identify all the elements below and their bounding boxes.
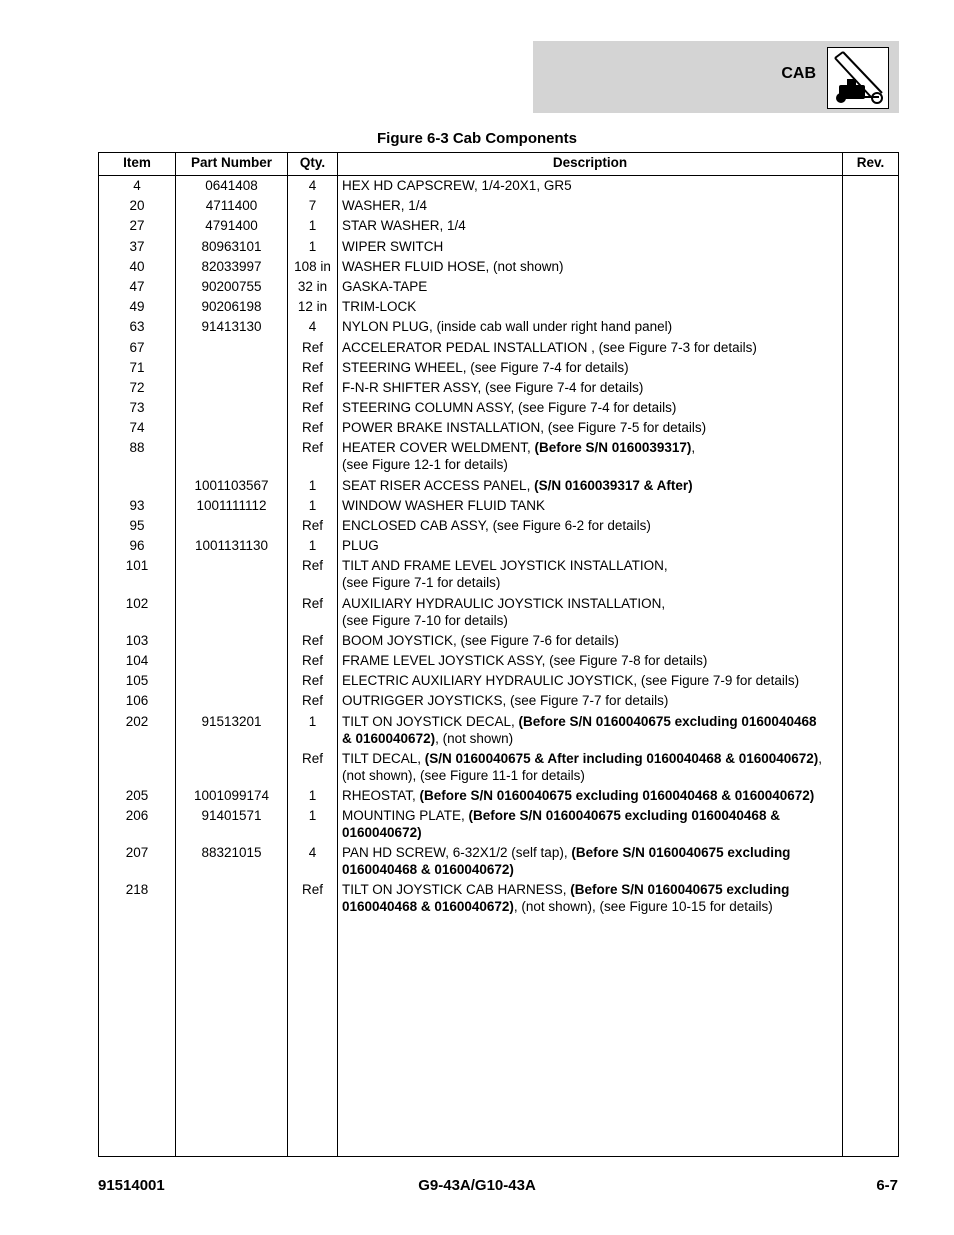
item-number: 67 <box>129 339 145 355</box>
description <box>342 652 842 669</box>
quantity: 4 <box>308 845 317 861</box>
quantity: Ref <box>301 558 323 574</box>
description-text: BOOM JOYSTICK, (see Figure 7-6 for details) <box>342 632 619 648</box>
item-number: 202 <box>125 713 149 729</box>
column-header-item: Item <box>123 155 151 170</box>
column-header-qty: Qty. <box>299 155 326 170</box>
quantity: Ref <box>301 652 323 668</box>
quantity: Ref <box>301 595 323 611</box>
description-text: HEX HD CAPSCREW, 1/4-20X1, GR5 <box>342 178 572 193</box>
description-text: (not shown), (see Figure 11-1 for details) <box>342 767 585 783</box>
description-text: GASKA-TAPE <box>342 278 428 294</box>
description-serial-range: (Before S/N 0160040675 excluding 0160040468 & 0160040672) <box>419 787 815 803</box>
quantity: Ref <box>301 632 323 648</box>
quantity: Ref <box>301 518 323 533</box>
table-row <box>99 358 898 378</box>
description <box>342 477 842 494</box>
description <box>342 439 842 473</box>
item-number: 63 <box>129 319 145 335</box>
table-row <box>99 317 898 337</box>
parts-table <box>98 152 899 1157</box>
quantity: 4 <box>308 319 317 335</box>
description-text: NYLON PLUG, (inside cab wall under right hand panel) <box>342 319 673 335</box>
description <box>342 787 842 804</box>
table-row <box>99 671 898 691</box>
item-number: 101 <box>125 558 149 574</box>
quantity: Ref <box>301 379 323 395</box>
table-row <box>99 712 898 749</box>
description <box>342 359 842 376</box>
table-row <box>99 438 898 475</box>
item-number: 49 <box>129 299 145 315</box>
table-row <box>99 806 898 843</box>
item-number: 47 <box>129 278 145 294</box>
description-text: SEAT RISER ACCESS PANEL, <box>342 477 535 493</box>
quantity: 1 <box>308 218 317 234</box>
quantity: 108 in <box>294 258 331 274</box>
description <box>342 278 842 295</box>
part-number: 1001103567 <box>194 477 269 493</box>
quantity: 1 <box>308 477 317 493</box>
item-number: 96 <box>129 538 145 554</box>
description-text: TILT AND FRAME LEVEL JOYSTICK INSTALLATION, <box>342 558 668 574</box>
description-text: HEATER COVER WELDMENT, <box>342 440 535 456</box>
quantity: 4 <box>308 178 317 193</box>
part-number: 91413130 <box>201 319 262 335</box>
quantity: Ref <box>301 440 323 456</box>
table-row <box>99 556 898 593</box>
table-row <box>99 216 898 236</box>
description-serial-range: 0160040468 & 0160040672) <box>342 862 514 878</box>
item-number: 93 <box>129 497 145 513</box>
part-number: 4791400 <box>205 218 258 234</box>
quantity: 1 <box>308 808 317 824</box>
quantity: 1 <box>308 713 317 729</box>
description-text: WASHER, 1/4 <box>342 198 428 214</box>
description-text: TILT DECAL, <box>342 750 425 766</box>
description-serial-range: (Before S/N 0160040675 excluding <box>570 882 790 898</box>
quantity: Ref <box>301 750 323 766</box>
item-number: 20 <box>129 198 145 214</box>
description-text: ENCLOSED CAB ASSY, (see Figure 6-2 for details) <box>342 518 651 533</box>
description-text: F-N-R SHIFTER ASSY, (see Figure 7-4 for details) <box>342 379 644 395</box>
item-number: 206 <box>125 808 149 824</box>
description-serial-range: & 0160040672) <box>342 730 436 746</box>
item-number: 104 <box>125 652 149 668</box>
description-text: ELECTRIC AUXILIARY HYDRAULIC JOYSTICK, (see Figure 7-9 for details) <box>342 673 800 689</box>
description-text: (see Figure 12-1 for details) <box>342 457 508 473</box>
quantity: 1 <box>308 538 317 554</box>
description <box>342 672 842 689</box>
item-number: 71 <box>129 359 145 375</box>
description-text: OUTRIGGER JOYSTICKS, (see Figure 7-7 for details) <box>342 693 669 709</box>
table-row <box>99 297 898 317</box>
description <box>342 632 842 649</box>
item-number: 73 <box>129 400 145 416</box>
aerial-lift-truck-icon <box>827 47 889 109</box>
quantity: 1 <box>308 787 317 803</box>
quantity: Ref <box>301 420 323 436</box>
description <box>342 238 842 255</box>
table-row <box>99 843 898 880</box>
description-serial-range: (S/N 0160040675 & After including 0160040468 & 0160040672) <box>424 750 819 766</box>
description-serial-range: (Before S/N 0160040675 excluding 0160040468 <box>518 713 817 729</box>
description-text: AUXILIARY HYDRAULIC JOYSTICK INSTALLATION, <box>342 595 666 611</box>
item-number: 105 <box>125 673 149 689</box>
table-row <box>99 749 898 786</box>
table-row <box>99 398 898 418</box>
description <box>342 881 842 915</box>
description <box>342 595 842 629</box>
item-number: 40 <box>129 258 145 274</box>
description-text: FRAME LEVEL JOYSTICK ASSY, (see Figure 7-8 for details) <box>342 652 708 668</box>
quantity: 32 in <box>297 278 328 294</box>
part-number: 90206198 <box>201 299 262 315</box>
table-row <box>99 516 898 536</box>
table-row <box>99 476 898 496</box>
table-body <box>99 176 898 918</box>
section-title: CAB <box>781 65 816 82</box>
part-number: 91401571 <box>201 808 262 824</box>
description-serial-range: 0160040672) <box>342 825 422 841</box>
table-row <box>99 651 898 671</box>
description <box>342 318 842 335</box>
table-row <box>99 594 898 631</box>
column-header-part-number: Part Number <box>190 155 273 170</box>
table-row <box>99 786 898 806</box>
description-serial-range: (Before S/N 0160040675 excluding <box>571 845 791 861</box>
description-text: , (not shown), (see Figure 10-15 for details) <box>513 899 773 915</box>
table-row <box>99 176 898 196</box>
column-header-description: Description <box>552 155 628 170</box>
description-text: POWER BRAKE INSTALLATION, (see Figure 7-5 for details) <box>342 420 707 436</box>
quantity: 1 <box>308 497 317 513</box>
part-number: 1001099174 <box>193 787 270 803</box>
description <box>342 692 842 709</box>
description <box>342 517 842 534</box>
item-number: 106 <box>125 693 149 709</box>
description-text: (see Figure 7-10 for details) <box>342 612 508 628</box>
table-row <box>99 277 898 297</box>
table-row <box>99 691 898 711</box>
description-text: TILT ON JOYSTICK CAB HARNESS, <box>342 882 571 898</box>
quantity: Ref <box>301 359 323 375</box>
doc-number: 91514001 <box>98 1177 165 1194</box>
description-text: WIPER SWITCH <box>342 238 444 254</box>
part-number: 90200755 <box>201 278 262 294</box>
table-row <box>99 536 898 556</box>
part-number: 1001131130 <box>194 538 269 554</box>
description <box>342 379 842 396</box>
description <box>342 537 842 554</box>
description-text: RHEOSTAT, <box>342 787 420 803</box>
description-serial-range: (Before S/N 0160040675 excluding 0160040468 & <box>468 808 780 824</box>
item-number: 37 <box>129 238 145 254</box>
item-number: 4 <box>133 178 141 193</box>
part-number: 88321015 <box>201 845 262 861</box>
description <box>342 217 842 234</box>
quantity: Ref <box>301 339 323 355</box>
description-text: STEERING WHEEL, (see Figure 7-4 for details) <box>342 359 629 375</box>
model-number: G9-43A/G10-43A <box>418 1177 536 1194</box>
table-row <box>99 196 898 216</box>
description <box>342 339 842 356</box>
quantity: 7 <box>308 198 317 214</box>
item-number: 88 <box>129 440 145 456</box>
quantity: Ref <box>301 673 323 689</box>
section-header <box>533 41 899 113</box>
description-text: TRIM-LOCK <box>342 299 417 315</box>
description-text: TILT ON JOYSTICK DECAL, <box>342 713 519 729</box>
part-number: 82033997 <box>201 258 262 274</box>
description-text: (see Figure 7-1 for details) <box>342 575 501 591</box>
quantity: 1 <box>308 238 317 254</box>
description <box>342 298 842 315</box>
description-text: MOUNTING PLATE, <box>342 808 469 824</box>
description-text: PLUG <box>342 538 379 554</box>
item-number: 72 <box>129 379 145 395</box>
page-number: 6-7 <box>876 1177 898 1194</box>
item-number: 207 <box>125 845 149 861</box>
table-row <box>99 631 898 651</box>
table-row <box>99 496 898 516</box>
description <box>342 497 842 514</box>
item-number: 102 <box>125 595 149 611</box>
description-serial-range: (S/N 0160039317 & After) <box>534 477 693 493</box>
description-text: , (not shown) <box>435 730 514 746</box>
description-text: STEERING COLUMN ASSY, (see Figure 7-4 for details) <box>342 400 677 416</box>
part-number: 91513201 <box>201 713 262 729</box>
description-text: PAN HD SCREW, 6-32X1/2 (self tap), <box>342 845 572 861</box>
part-number: 80963101 <box>201 238 262 254</box>
part-number: 0641408 <box>205 178 258 193</box>
description <box>342 399 842 416</box>
quantity: Ref <box>301 882 323 898</box>
description <box>342 419 842 436</box>
table-row <box>99 257 898 277</box>
description-serial-range: (Before S/N 0160039317) <box>534 440 692 456</box>
description-text: WASHER FLUID HOSE, (not shown) <box>342 258 564 274</box>
description-serial-range: 0160040468 & 0160040672) <box>342 899 514 915</box>
item-number: 74 <box>129 420 145 436</box>
description <box>342 713 842 747</box>
quantity: Ref <box>301 400 323 416</box>
figure-title: Figure 6-3 Cab Components <box>376 130 578 147</box>
description <box>342 844 842 878</box>
description <box>342 750 842 784</box>
description <box>342 258 842 275</box>
description-text: , <box>818 750 823 766</box>
description-text: WINDOW WASHER FLUID TANK <box>342 497 546 513</box>
quantity: 12 in <box>297 299 328 315</box>
item-number: 103 <box>125 632 149 648</box>
table-row <box>99 378 898 398</box>
table-row <box>99 338 898 358</box>
item-number: 218 <box>125 882 149 898</box>
description-text: STAR WASHER, 1/4 <box>342 218 466 234</box>
table-row <box>99 880 898 917</box>
item-number: 205 <box>125 787 149 803</box>
item-number: 95 <box>129 518 145 533</box>
description <box>342 807 842 841</box>
table-row <box>99 418 898 438</box>
description <box>342 197 842 214</box>
quantity: Ref <box>301 693 323 709</box>
description <box>342 177 842 194</box>
part-number: 4711400 <box>205 198 258 214</box>
item-number: 27 <box>129 218 145 234</box>
description-text: ACCELERATOR PEDAL INSTALLATION , (see Figure 7-3 for details) <box>342 339 757 355</box>
description <box>342 557 842 591</box>
part-number: 1001111112 <box>196 497 267 513</box>
description-text: , <box>691 440 696 456</box>
column-header-rev: Rev. <box>856 155 885 170</box>
table-row <box>99 237 898 257</box>
